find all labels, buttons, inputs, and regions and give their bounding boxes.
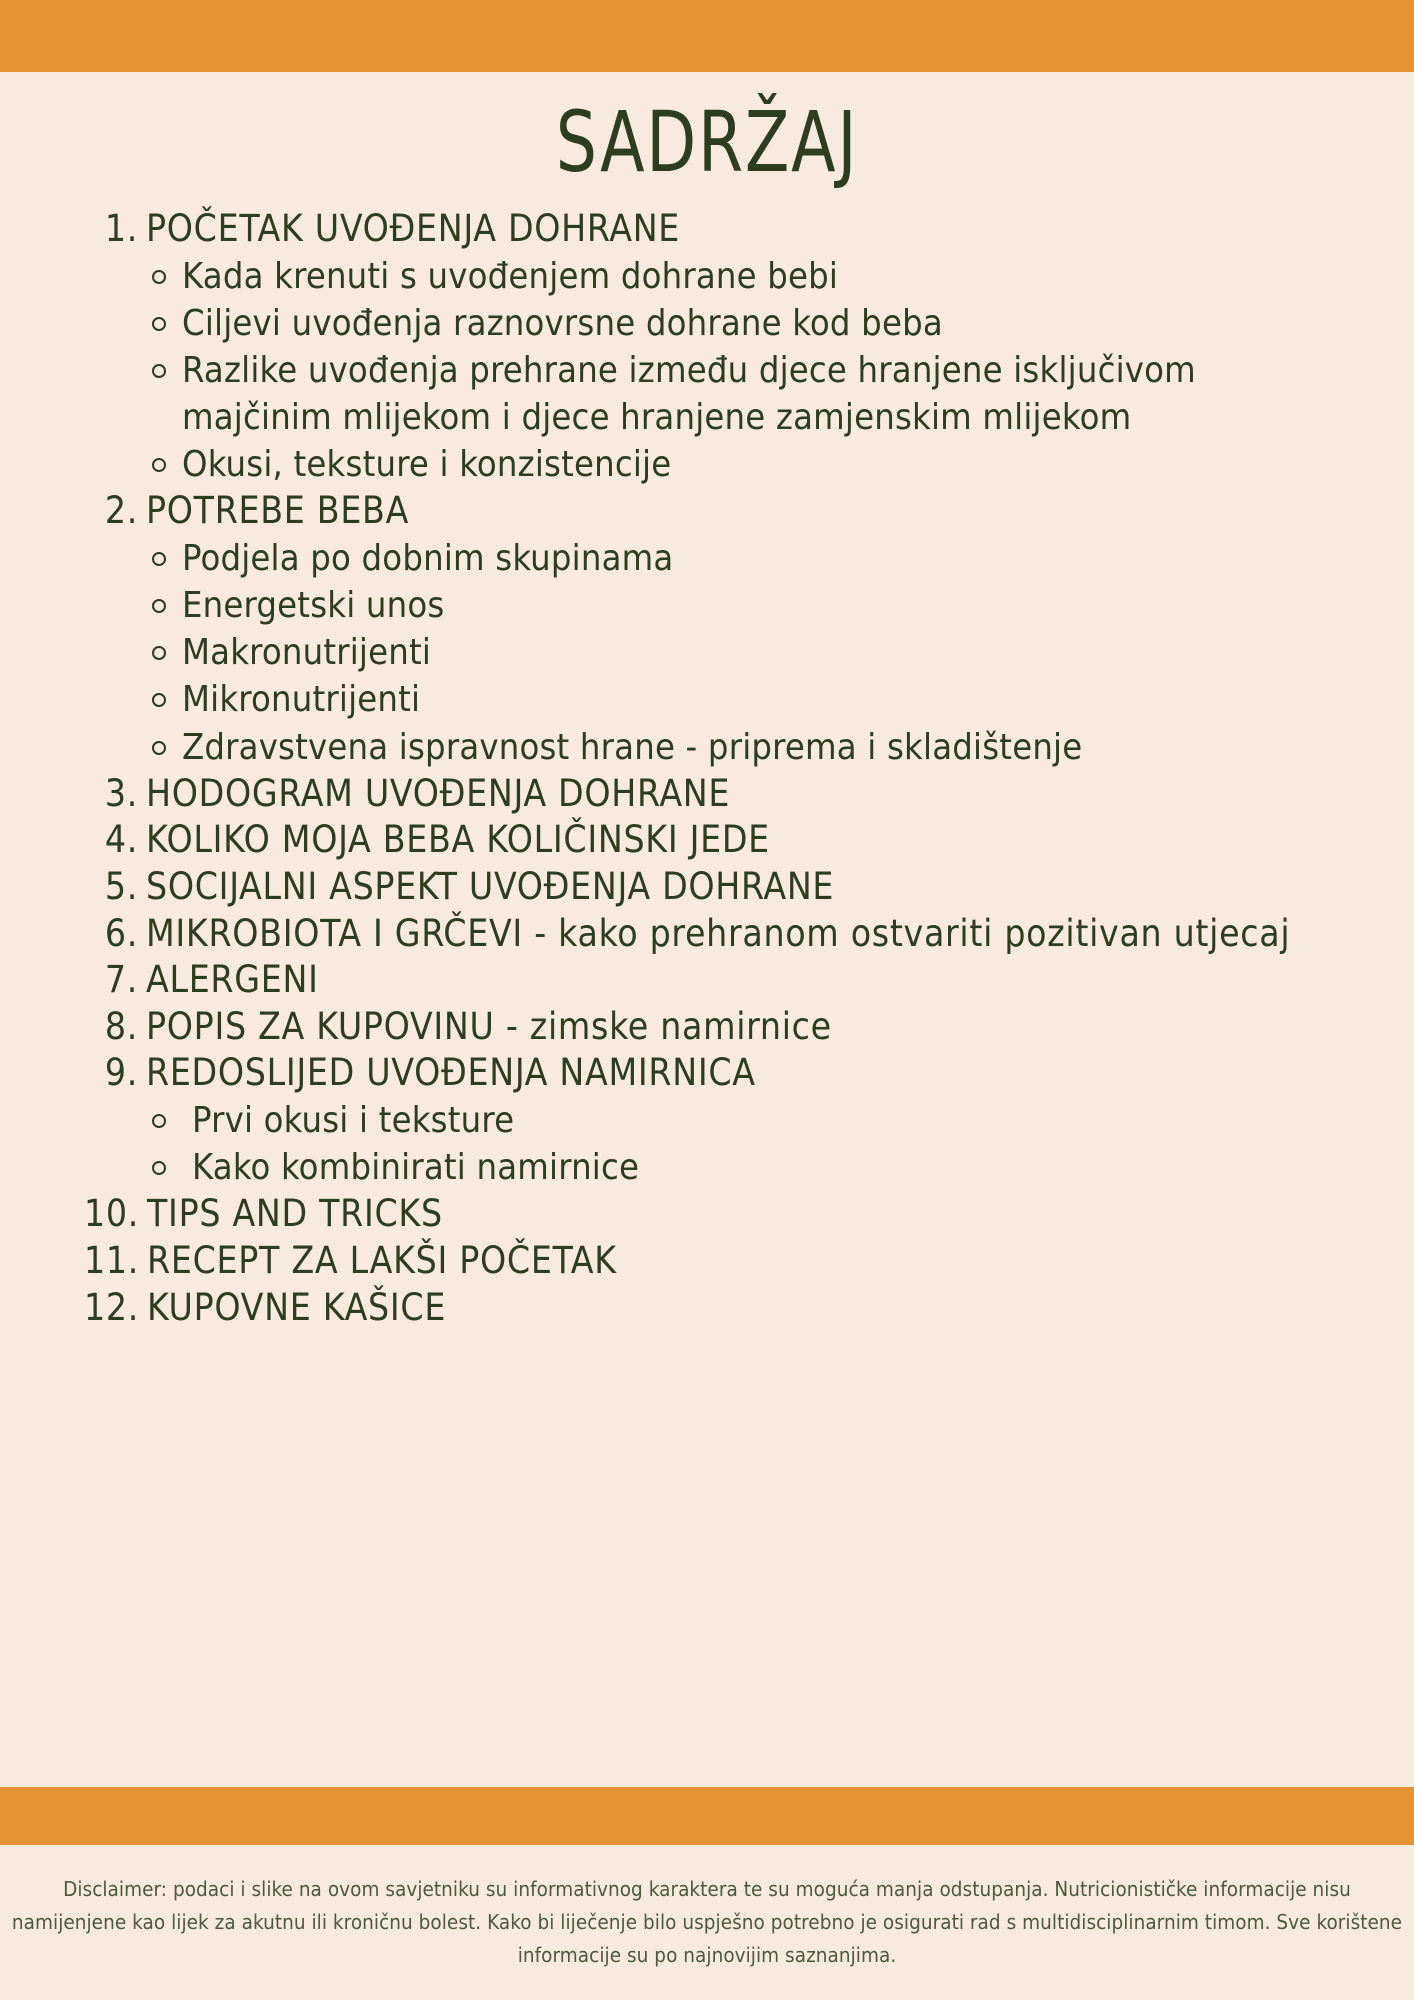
toc-entry[interactable] bbox=[0, 911, 1414, 958]
toc-subentry[interactable] bbox=[152, 629, 1414, 676]
toc-entry-label: HODOGRAM UVOĐENJA DOHRANE bbox=[146, 771, 731, 815]
toc-entry[interactable] bbox=[0, 1285, 1414, 1332]
toc-sublist bbox=[0, 253, 1414, 489]
toc-sublist bbox=[0, 535, 1414, 771]
toc-entry-main[interactable] bbox=[0, 206, 1414, 253]
circle-bullet-icon bbox=[152, 1161, 166, 1175]
toc-entry[interactable] bbox=[0, 864, 1414, 911]
toc-sublist bbox=[0, 1097, 1414, 1191]
toc-entry-label: REDOSLIJED UVOĐENJA NAMIRNICA bbox=[146, 1051, 756, 1095]
toc-subentry-label: Mikronutrijenti bbox=[182, 679, 421, 721]
circle-bullet-icon bbox=[152, 741, 166, 755]
toc-entry-number: 11. bbox=[84, 1238, 140, 1282]
toc-subentry[interactable] bbox=[152, 347, 1414, 441]
toc-entry-number: 1. bbox=[104, 207, 138, 250]
toc-subentry-label: Razlike uvođenja prehrane između djece hranjene isključivom majčinim mlijekom i djece hranjene zamjenskim mlijekom bbox=[182, 349, 1196, 439]
toc-subentry-label: Prvi okusi i teksture bbox=[192, 1100, 515, 1142]
toc-entry-label: KUPOVNE KAŠICE bbox=[147, 1285, 447, 1329]
toc-subentry[interactable] bbox=[152, 1144, 1414, 1191]
circle-bullet-icon bbox=[152, 1114, 166, 1128]
toc-subentry[interactable] bbox=[152, 535, 1414, 582]
toc-entry-number: 6. bbox=[104, 911, 138, 955]
disclaimer-text: Disclaimer: podaci i slike na ovom savjetniku su informativnog karaktera te su moguća manja odstupanja. Nutricionističke informacije nisu namijenjene kao lijek za akutnu ili kroničnu bolest. Kako bi liječenje bilo uspješno potrebno je osigurati rad s multidisciplinarnim timom. Sve korištene informacije su po najnovijim saznanjima. bbox=[11, 1876, 1403, 1968]
toc-entry-number: 3. bbox=[104, 771, 138, 815]
toc-entry-number: 2. bbox=[104, 489, 138, 533]
toc-entry-main[interactable] bbox=[0, 817, 1414, 864]
circle-bullet-icon bbox=[152, 646, 166, 660]
page-title: SADRŽAJ bbox=[555, 93, 859, 191]
toc-entry-label: MIKROBIOTA I GRČEVI - kako prehranom ostvariti pozitivan utjecaj bbox=[146, 911, 1291, 955]
circle-bullet-icon bbox=[152, 458, 166, 472]
circle-bullet-icon bbox=[152, 270, 166, 284]
toc-entry-main[interactable] bbox=[0, 911, 1414, 958]
toc-entry[interactable] bbox=[0, 1238, 1414, 1285]
toc-entry[interactable] bbox=[0, 771, 1414, 818]
toc-subentry-label: Kada krenuti s uvođenjem dohrane bebi bbox=[182, 255, 839, 297]
toc-entry[interactable] bbox=[0, 1191, 1414, 1238]
toc-entry-main[interactable] bbox=[0, 1191, 1414, 1238]
toc-entry-number: 9. bbox=[104, 1051, 138, 1095]
toc-entry-label: POČETAK UVOĐENJA DOHRANE bbox=[146, 207, 681, 250]
table-of-contents bbox=[0, 206, 1414, 1331]
toc-entry-main[interactable] bbox=[0, 864, 1414, 911]
toc-entry-label: SOCIJALNI ASPEKT UVOĐENJA DOHRANE bbox=[146, 865, 835, 908]
toc-subentry-label: Podjela po dobnim skupinama bbox=[182, 538, 674, 579]
toc-entry-label: TIPS AND TRICKS bbox=[147, 1192, 443, 1236]
circle-bullet-icon bbox=[152, 364, 166, 378]
toc-entry[interactable] bbox=[0, 957, 1414, 1004]
toc-entry-number: 12. bbox=[84, 1285, 140, 1329]
toc-entry[interactable] bbox=[0, 488, 1414, 770]
toc-subentry[interactable] bbox=[152, 300, 1414, 347]
toc-subentry-label: Makronutrijenti bbox=[182, 632, 432, 674]
toc-entry-number: 4. bbox=[104, 818, 138, 862]
toc-subentry-label: Kako kombinirati namirnice bbox=[192, 1147, 640, 1189]
toc-subentry-label: Ciljevi uvođenja raznovrsne dohrane kod beba bbox=[182, 302, 943, 344]
toc-entry-main[interactable] bbox=[0, 771, 1414, 818]
toc-entry-main[interactable] bbox=[0, 1050, 1414, 1097]
toc-entry-number: 5. bbox=[104, 865, 138, 908]
top-accent-bar bbox=[0, 0, 1414, 72]
footer bbox=[0, 1845, 1414, 2000]
toc-entry-number: 8. bbox=[104, 1004, 138, 1048]
toc-entry-main[interactable] bbox=[0, 1004, 1414, 1051]
toc-subentry[interactable] bbox=[152, 582, 1414, 629]
toc-entry[interactable] bbox=[0, 1004, 1414, 1051]
toc-subentry-label: Okusi, teksture i konzistencije bbox=[182, 444, 672, 486]
toc-entry[interactable] bbox=[0, 817, 1414, 864]
toc-entry-main[interactable] bbox=[0, 1285, 1414, 1332]
toc-entry-label: ALERGENI bbox=[146, 958, 319, 1002]
toc-subentry[interactable] bbox=[152, 441, 1414, 488]
toc-entry-label: POPIS ZA KUPOVINU - zimske namirnice bbox=[146, 1004, 832, 1048]
toc-subentry-label: Zdravstvena ispravnost hrane - priprema i skladištenje bbox=[182, 726, 1083, 768]
toc-entry-label: POTREBE BEBA bbox=[146, 489, 410, 533]
toc-entry-label: KOLIKO MOJA BEBA KOLIČINSKI JEDE bbox=[146, 818, 770, 862]
toc-entry-main[interactable] bbox=[0, 957, 1414, 1004]
circle-bullet-icon bbox=[152, 693, 166, 707]
toc-subentry[interactable] bbox=[152, 253, 1414, 300]
toc-entry-number: 10. bbox=[84, 1192, 140, 1236]
toc-entry-main[interactable] bbox=[0, 488, 1414, 535]
toc-entry[interactable] bbox=[0, 1050, 1414, 1191]
toc-entry-number: 7. bbox=[104, 958, 138, 1002]
toc-subentry[interactable] bbox=[152, 1097, 1414, 1144]
toc-entry[interactable] bbox=[0, 206, 1414, 488]
circle-bullet-icon bbox=[152, 599, 166, 613]
circle-bullet-icon bbox=[152, 552, 166, 566]
toc-subentry-label: Energetski unos bbox=[182, 585, 445, 627]
toc-subentry[interactable] bbox=[152, 724, 1414, 771]
toc-entry-main[interactable] bbox=[0, 1238, 1414, 1285]
circle-bullet-icon bbox=[152, 317, 166, 331]
bottom-accent-bar bbox=[0, 1787, 1414, 1845]
page-content bbox=[0, 72, 1414, 1787]
toc-entry-label: RECEPT ZA LAKŠI POČETAK bbox=[147, 1238, 617, 1282]
toc-subentry[interactable] bbox=[152, 676, 1414, 723]
